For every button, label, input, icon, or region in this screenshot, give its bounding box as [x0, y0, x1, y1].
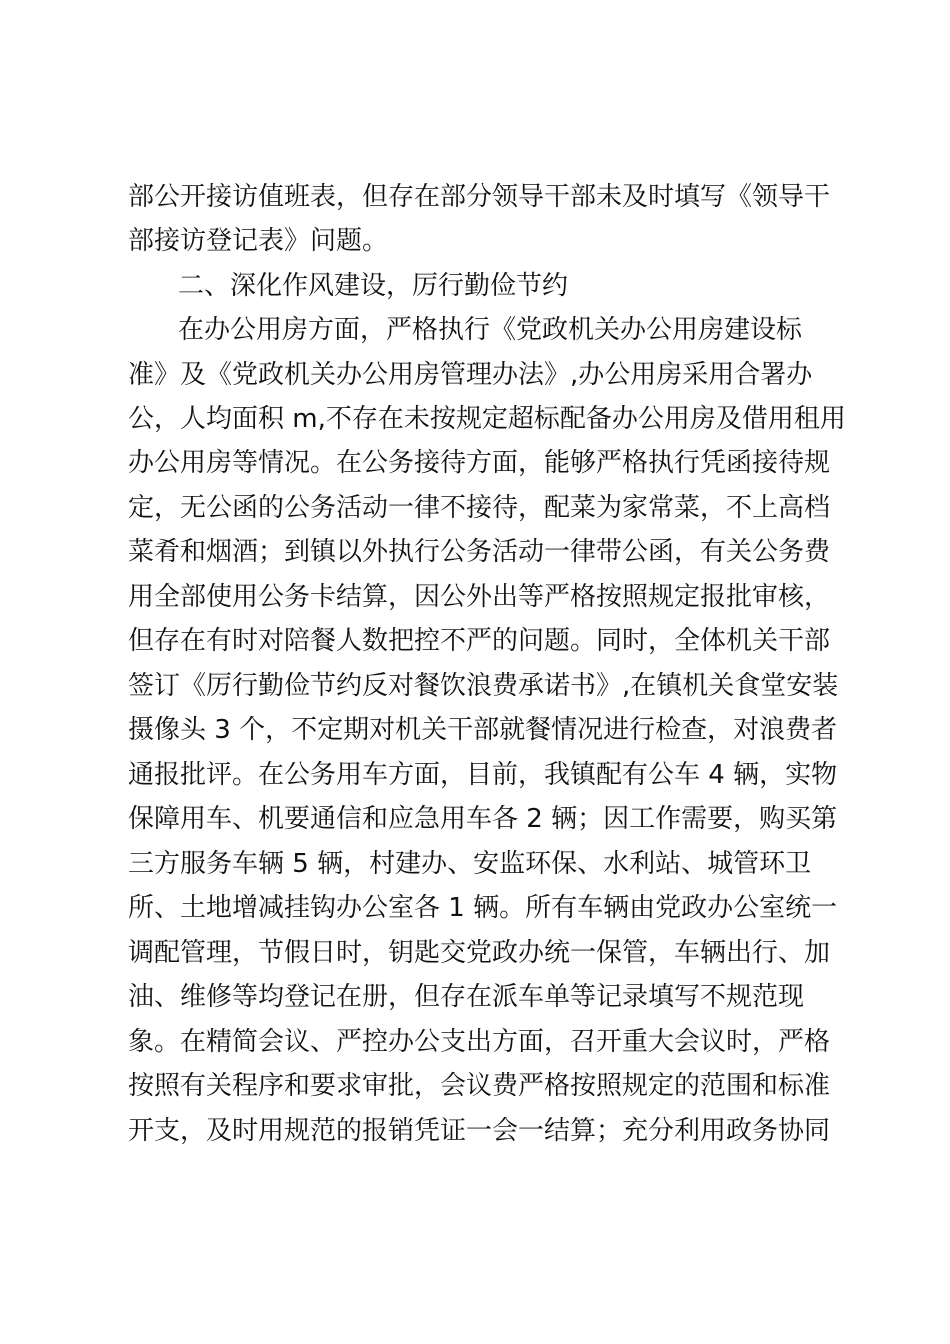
- text-line: 用全部使用公务卡结算，因公外出等严格按照规定报批审核，: [128, 582, 831, 612]
- section-heading: 二、深化作风建设，厉行勤俭节约: [178, 271, 569, 301]
- text-line: 开支，及时用规范的报销凭证一会一结算；充分利用政务协同: [128, 1116, 831, 1146]
- text-line: 所、土地增减挂钩办公室各 1 辆。所有车辆由党政办公室统一: [128, 893, 838, 923]
- text-line: 油、维修等均登记在册，但存在派车单等记录填写不规范现: [128, 982, 805, 1012]
- text-line: 按照有关程序和要求审批，会议费严格按照规定的范围和标准: [128, 1071, 831, 1101]
- text-line: 摄像头 3 个，不定期对机关干部就餐情况进行检查，对浪费者: [128, 715, 838, 745]
- text-line: 办公用房等情况。在公务接待方面，能够严格执行凭函接待规: [128, 448, 831, 478]
- text-line: 签订《厉行勤俭节约反对餐饮浪费承诺书》,在镇机关食堂安装: [128, 671, 839, 701]
- text-line: 三方服务车辆 5 辆，村建办、安监环保、水利站、城管环卫: [128, 849, 812, 879]
- text-line: 调配管理，节假日时，钥匙交党政办统一保管，车辆出行、加: [128, 938, 831, 968]
- text-line: 定，无公函的公务活动一律不接待，配菜为家常菜，不上高档: [128, 493, 831, 523]
- text-line: 象。在精简会议、严控办公支出方面，召开重大会议时，严格: [128, 1027, 831, 1057]
- text-line: 保障用车、机要通信和应急用车各 2 辆；因工作需要，购买第: [128, 804, 838, 834]
- text-line: 部公开接访值班表，但存在部分领导干部未及时填写《领导干: [128, 182, 831, 212]
- text-line: 但存在有时对陪餐人数把控不严的问题。同时，全体机关干部: [128, 626, 831, 656]
- text-line: 菜肴和烟酒；到镇以外执行公务活动一律带公函，有关公务费: [128, 537, 831, 567]
- text-line: 部接访登记表》问题。: [128, 226, 389, 256]
- text-line: 在办公用房方面，严格执行《党政机关办公用房建设标: [178, 315, 803, 345]
- text-line: 准》及《党政机关办公用房管理办法》,办公用房采用合署办: [128, 360, 813, 390]
- text-line: 通报批评。在公务用车方面，目前，我镇配有公车 4 辆，实物: [128, 760, 838, 790]
- text-line: 公，人均面积 m,不存在未按规定超标配备办公用房及借用租用: [128, 404, 846, 434]
